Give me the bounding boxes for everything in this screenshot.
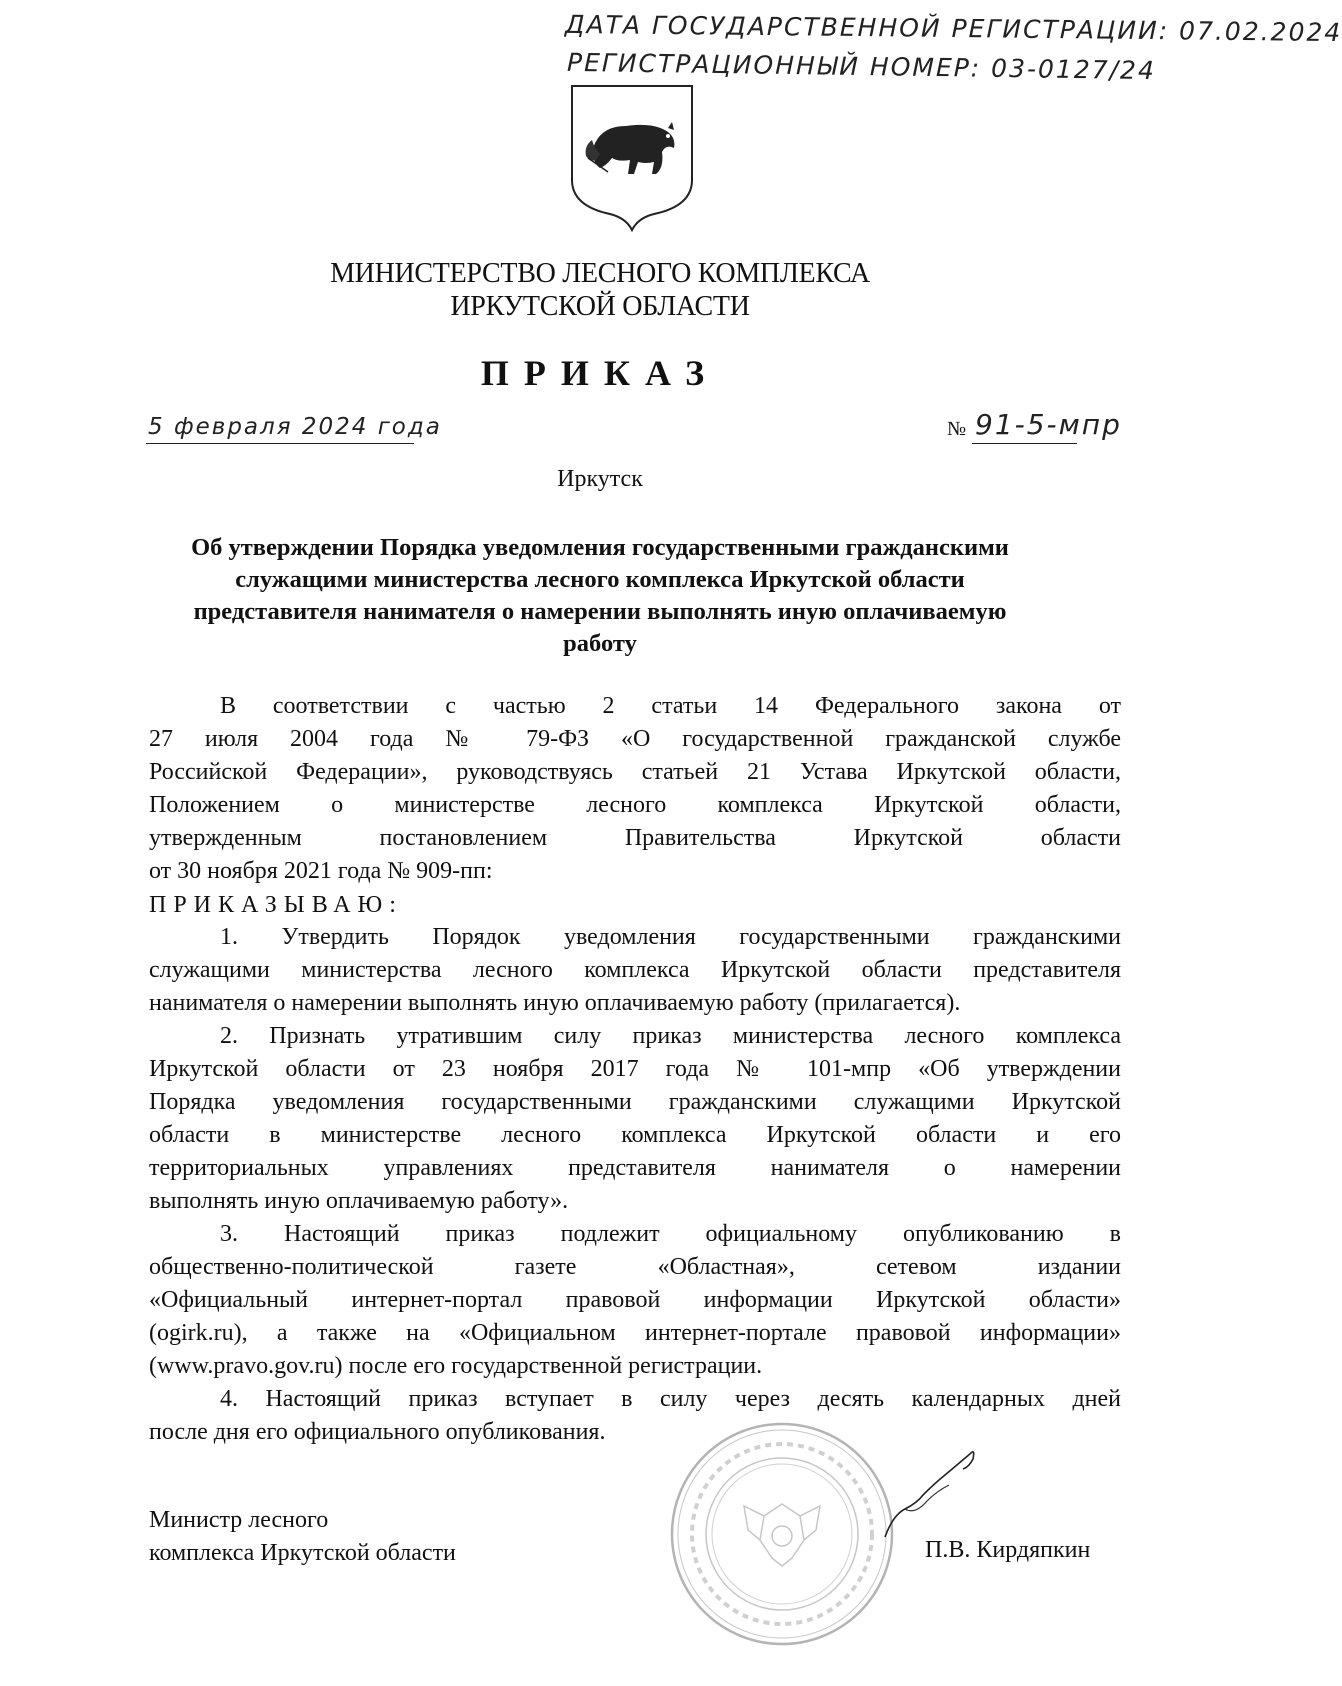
clause-4-line: после дня его официального опубликования. bbox=[149, 1419, 606, 1445]
clause-2-line: Порядка уведомления государственными гражданскими служащими Иркутской bbox=[149, 1089, 1121, 1115]
clause-3-line: общественно-политической газете «Областная», сетевом издании bbox=[149, 1254, 1121, 1280]
preamble-line: Российской Федерации», руководствуясь статьей 21 Устава Иркутской области, bbox=[149, 759, 1121, 785]
registration-number-note: РЕГИСТРАЦИОННЫЙ НОМЕР: 03-0127/24 bbox=[566, 47, 1157, 86]
clause-1-line: 1. Утвердить Порядок уведомления государственными гражданскими bbox=[220, 924, 1121, 950]
clause-2-line: территориальных управлениях представителя нанимателя о намерении bbox=[149, 1155, 1121, 1181]
order-word: ПРИКАЗЫВАЮ: bbox=[149, 892, 403, 918]
preamble-line: утвержденным постановлением Правительства Иркутской области bbox=[149, 825, 1121, 851]
handwritten-signature bbox=[875, 1445, 995, 1545]
order-number-handwritten: 91-5-мпр bbox=[975, 408, 1122, 441]
clause-1-line: служащими министерства лесного комплекса Иркутской области представителя bbox=[149, 957, 1121, 983]
clause-1-line: нанимателя о намерении выполнять иную оплачиваемую работу (прилагается). bbox=[149, 990, 961, 1016]
clause-2-line: Иркутской области от 23 ноября 2017 года № 101-мпр «Об утверждении bbox=[149, 1056, 1121, 1082]
title-line: представителя нанимателя о намерении выполнять иную оплачиваемую bbox=[193, 598, 1007, 625]
coat-of-arms-emblem bbox=[568, 82, 696, 232]
preamble-line: В соответствии с частью 2 статьи 14 Федерального закона от bbox=[220, 693, 1121, 719]
date-underline bbox=[146, 443, 414, 444]
clause-2-line: 2. Признать утратившим силу приказ министерства лесного комплекса bbox=[220, 1023, 1121, 1049]
order-date-handwritten: 5 февраля 2024 года bbox=[148, 414, 442, 440]
signer-name: П.В. Кирдяпкин bbox=[925, 1537, 1091, 1563]
preamble-line: Положением о министерстве лесного комплекса Иркутской области, bbox=[149, 792, 1121, 818]
clause-3-line: (www.pravo.gov.ru) после его государственной регистрации. bbox=[149, 1353, 763, 1379]
number-underline bbox=[972, 443, 1077, 444]
clause-3-line: «Официальный интернет-портал правовой информации Иркутской области» bbox=[149, 1287, 1121, 1313]
ministry-name-line2: ИРКУТСКОЙ ОБЛАСТИ bbox=[450, 291, 750, 322]
clause-3-line: 3. Настоящий приказ подлежит официальному опубликованию в bbox=[220, 1221, 1121, 1247]
clause-4-line: 4. Настоящий приказ вступает в силу через десять календарных дней bbox=[220, 1386, 1121, 1412]
title-line: Об утверждении Порядка уведомления государственными гражданскими bbox=[191, 534, 1009, 561]
clause-3-line: (ogirk.ru), а также на «Официальном интернет-портале правовой информации» bbox=[149, 1320, 1121, 1346]
signer-position-line1: Министр лесного bbox=[149, 1507, 329, 1533]
clause-2-line: области в министерстве лесного комплекса Иркутской области и его bbox=[149, 1122, 1121, 1148]
preamble-line: 27 июля 2004 года № 79-ФЗ «О государственной гражданской службе bbox=[149, 726, 1121, 752]
ministry-name-line1: МИНИСТЕРСТВО ЛЕСНОГО КОМПЛЕКСА bbox=[330, 258, 870, 289]
registration-date-note: ДАТА ГОСУДАРСТВЕННОЙ РЕГИСТРАЦИИ: 07.02.2024 bbox=[564, 9, 1342, 48]
document-type-heading: ПРИКАЗ bbox=[480, 353, 720, 393]
title-line: служащими министерства лесного комплекса Иркутской области bbox=[235, 566, 965, 593]
title-line: работу bbox=[563, 630, 637, 657]
city-name: Иркутск bbox=[557, 466, 643, 492]
preamble-line: от 30 ноября 2021 года № 909-пп: bbox=[149, 858, 493, 884]
order-number-prefix: № bbox=[947, 418, 967, 440]
signer-position-line2: комплекса Иркутской области bbox=[149, 1540, 456, 1566]
official-seal-stamp bbox=[668, 1420, 896, 1648]
clause-2-line: выполнять иную оплачиваемую работу». bbox=[149, 1188, 569, 1214]
